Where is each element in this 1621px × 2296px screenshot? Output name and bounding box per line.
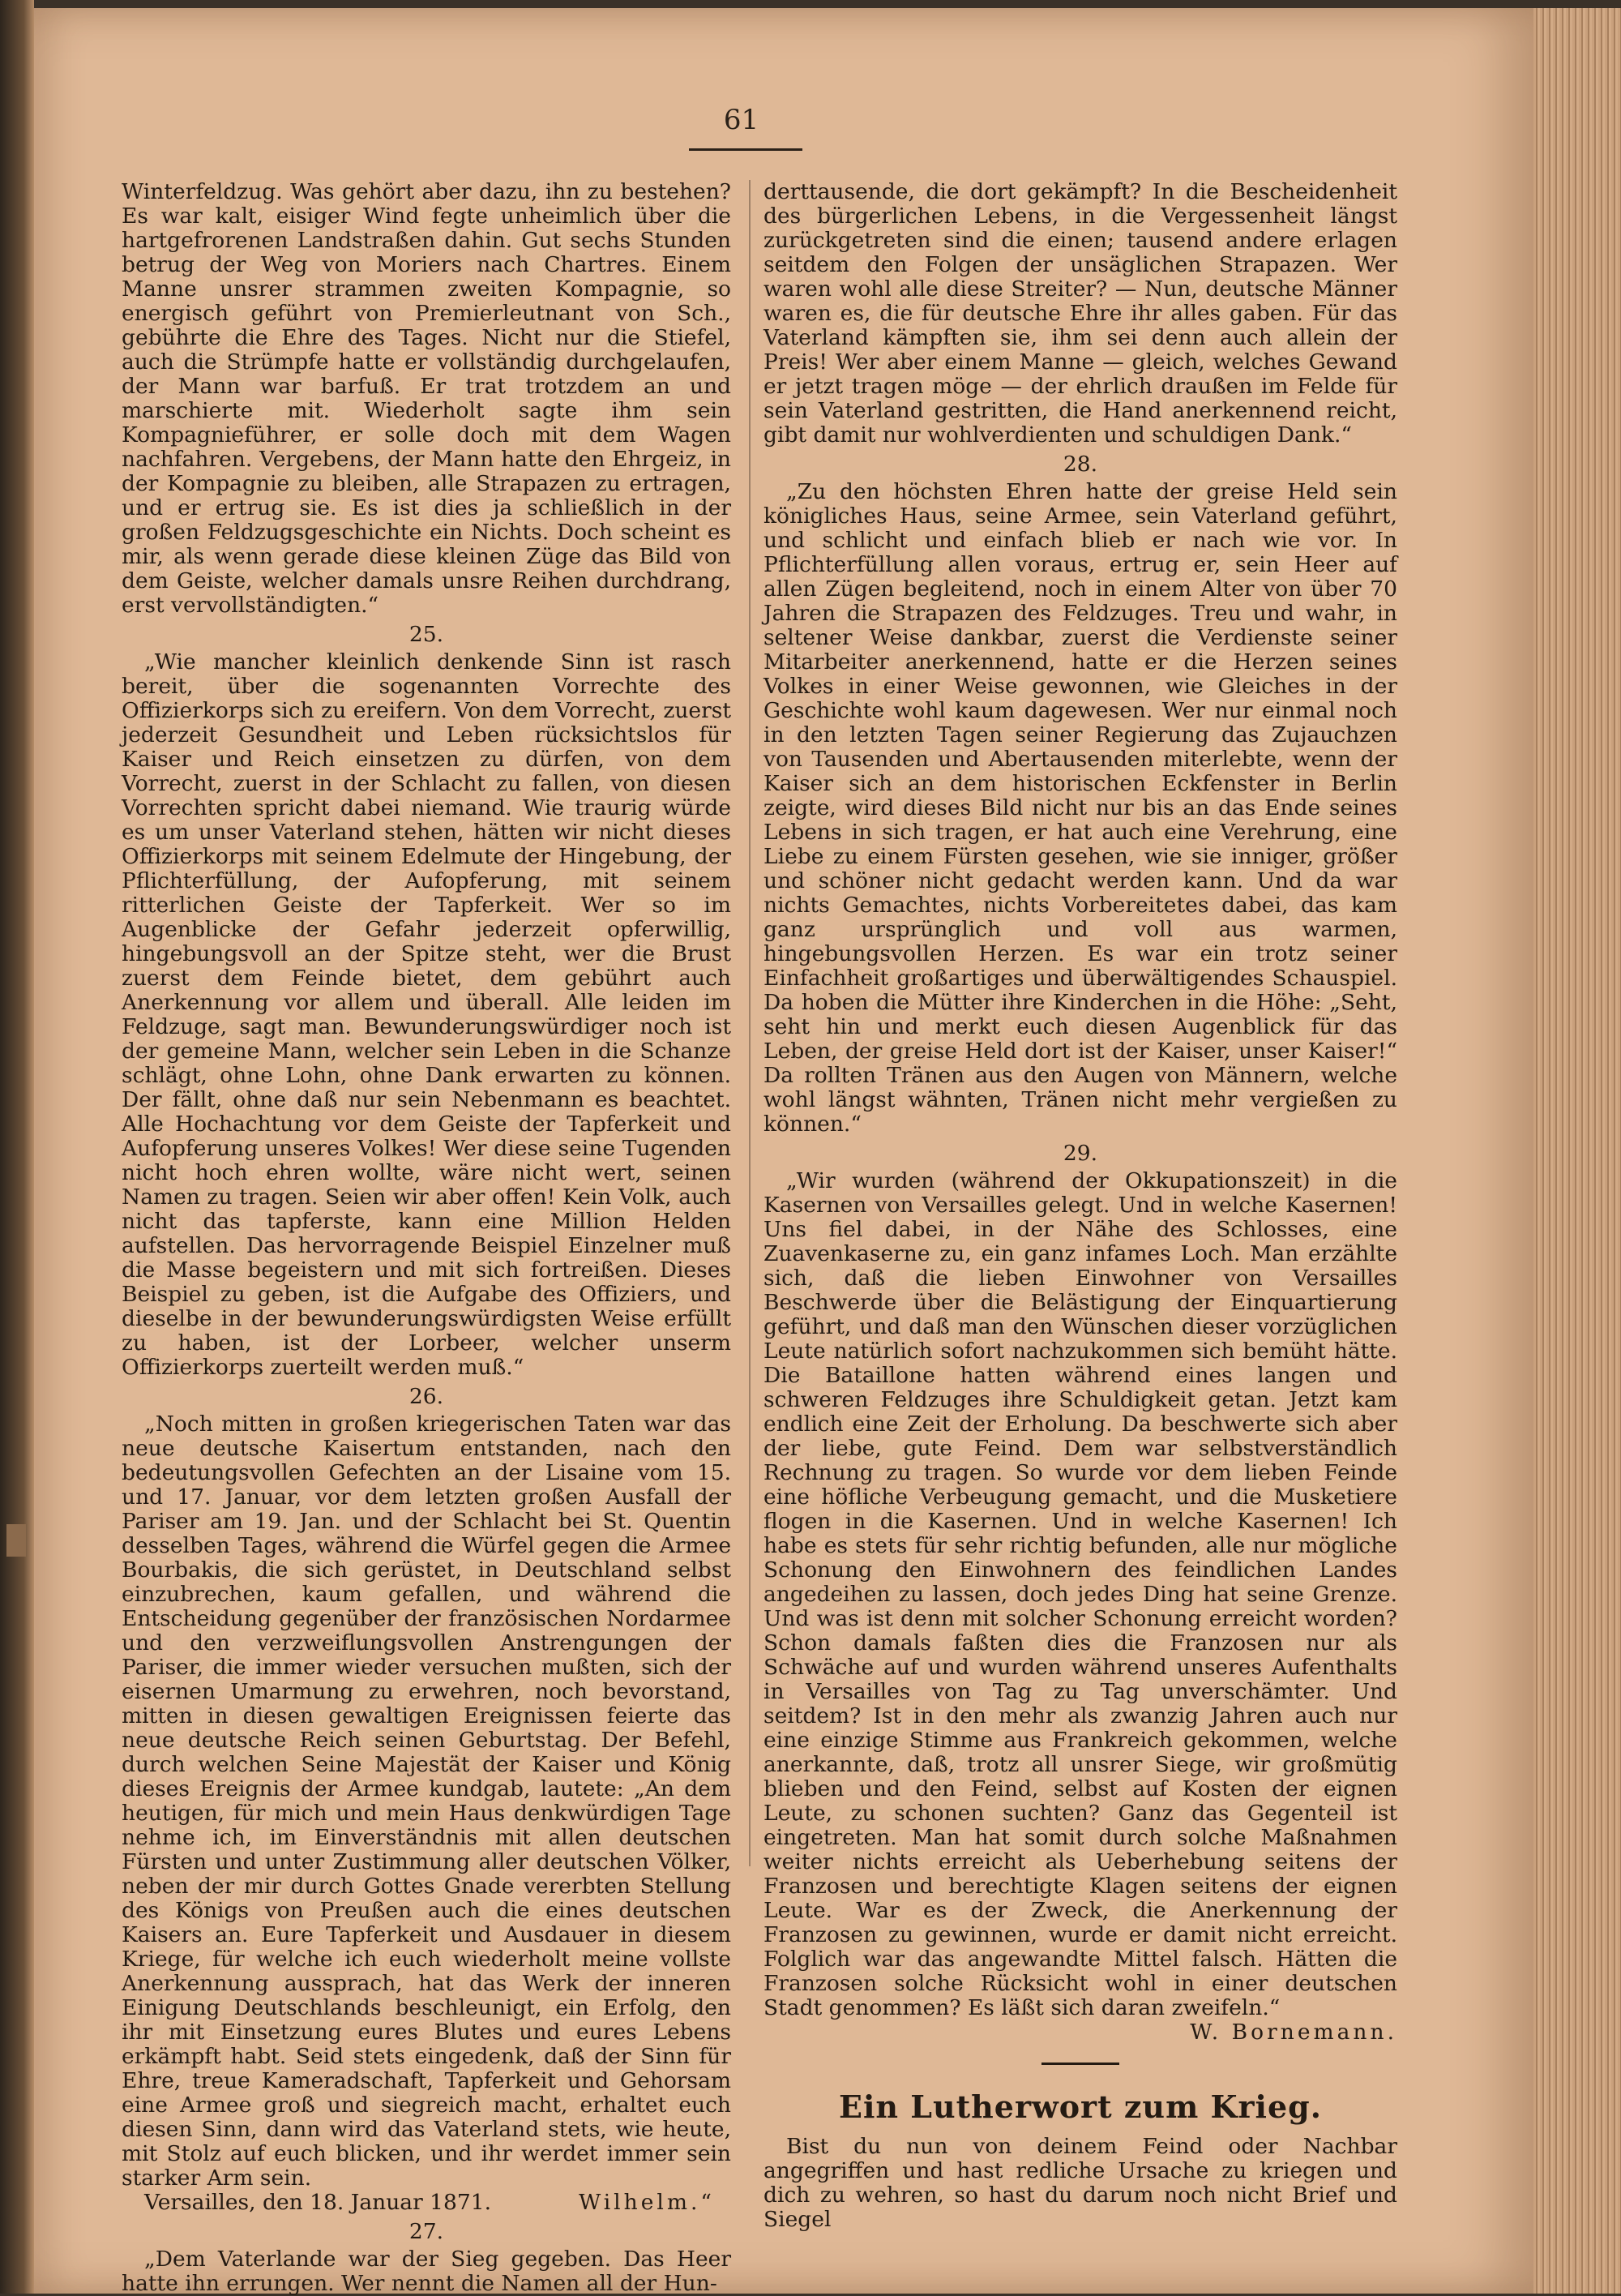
paragraph-27-continued: derttausende, die dort gekämpft? In die Bescheidenheit des bürgerlichen Lebens, in die Vergessenheit längst zurückgetreten sind die einen; tausend andere erlagen seitdem den Folgen der unsäglichen Strapazen. Wer waren wohl alle diese Streiter? — Nun, deutsche Männer waren es, die für deutsche Ehre ihr alles gaben. Für das Vaterland kämpften sie, ihm sei denn auch allein der Preis! Wer aber einem Manne — gleich, welches Gewand er jetzt tragen möge — der ehrlich draußen im Felde für sein Vaterland gestritten, die Hand anerkennend reicht, gibt damit nur wohlverdienten und schuldigen Dank.“ — [763, 179, 1397, 448]
section-separator — [1041, 2063, 1119, 2065]
paragraph-29: „Wir wurden (während der Okkupationszeit) in die Kasernen von Versailles gelegt. Und in welche Kasernen! Uns fiel dabei, in der Nähe des Schlosses, eine Zuavenkaserne zu, ein ganz infames Loch. Man erzählte sich, daß die lieben Einwohner von Versailles Beschwerde über die Belästigung der Einquartierung geführt, und daß man den Wünschen dieser vorzüglichen Leute natürlich sofort nachzukommen sich bemüht hätte. Die Bataillone hatten während eines langen und schweren Feldzuges ihre Schuldigkeit getan. Jetzt kam endlich eine Zeit der Erholung. Da beschwerte sich aber der liebe, gute Feind. Dem war selbstverständlich Rechnung zu tragen. So wurde vor dem lieben Feinde eine höfliche Verbeugung gemacht, und die Musketiere flogen in die Kasernen. Und in welche Kasernen! Ich habe es stets für sehr richtig befunden, alle nur mögliche Schonung den Einwohnern des feindlichen Landes angedeihen zu lassen, doch jedes Ding hat seine Grenze. Und was ist denn mit solcher Schonung erreicht worden? Schon damals faßten dies die Franzosen nur als Schwäche auf und wurden während unseres Aufenthalts in Versailles von Tag zu Tag unverschämter. Und seitdem? Ist in den mehr als zwanzig Jahren auch nur eine einzige Stimme aus Frankreich gekommen, welche anerkannte, daß, trotz all unsrer Siege, wir großmütig blieben und den Feind, selbst auf Kosten der eignen Leute, zu schonen suchten? Ganz das Gegenteil ist eingetreten. Man hat somit durch solche Maßnahmen weiter nichts erreicht als Ueberhebung seitens der Franzosen und berechtigte Klagen seitens der eignen Leute. War es der Zweck, die Anerkennung der Franzosen zu gewinnen, wurde er damit nicht erreicht. Folglich war das angewandte Mittel falsch. Hätten die Franzosen solche Rücksicht wohl in einer deutschen Stadt genommen? Es läßt sich daran zweifeln.“ — [763, 1168, 1397, 2020]
section-number-26: 26. — [408, 1384, 444, 1409]
article-heading: Ein Lutherwort zum Krieg. — [839, 2088, 1322, 2125]
section-number-27: 27. — [408, 2219, 444, 2244]
paragraph-28: „Zu den höchsten Ehren hatte der greise Held sein königliches Haus, seine Armee, sein Vaterland geführt, und schlicht und einfach blieb er nach wie vor. In Pflichterfüllung allen voraus, ertrug er, sein Heer auf allen Zügen begleitend, noch in einem Alter von über 70 Jahren die Strapazen des Feldzuges. Treu und wahr, in seltener Weise dankbar, zuerst die Verdienste seiner Mitarbeiter anerkennend, hatte er die Herzen seines Volkes in einer Weise gewonnen, wie Gleiches in der Geschichte wohl kaum dagewesen. Wer nur einmal noch in den letzten Tagen seiner Regierung das Zujauchzen von Tausenden und Abertausenden miterlebte, wenn der Kaiser sich an dem historischen Eckfenster in Berlin zeigte, wird dieses Bild nicht nur bis an das Ende seines Lebens in sich tragen, er hat auch eine Verehrung, eine Liebe zu einem Fürsten gesehen, wie sie inniger, größer und schöner nicht gedacht werden kann. Und da war nichts Gemachtes, nichts Vorbereitetes dabei, das kam ganz ursprünglich und voll aus warmen, hingebungsvollen Herzen. Es war ein trotz seiner Einfachheit großartiges und überwältigendes Schauspiel. Da hoben die Mütter ihre Kinderchen in die Höhe: „Seht, seht hin und merkt euch diesen Augenblick für das Leben, der greise Held dort ist der Kaiser, unser Kaiser!“ Da rollten Tränen aus den Augen von Männern, welche wohl längst wähnten, Tränen nicht mehr vergießen zu können.“ — [763, 479, 1397, 1137]
page-stack-edge — [1533, 8, 1621, 2294]
dateline-place: Versailles, den 18. Januar 1871. — [144, 2190, 492, 2215]
book-page — [34, 8, 1533, 2294]
paragraph-intro: Winterfeldzug. Was gehört aber dazu, ihn zu bestehen? Es war kalt, eisiger Wind fegte unheimlich über die hartgefrorenen Landstraßen dahin. Gut sechs Stunden betrug der Weg von Moriers nach Chartres. Einem Manne unsrer strammen zweiten Kompagnie, so energisch geführt von Premierleutnant von Sch., gebührte die Ehre des Tages. Nicht nur die Stiefel, auch die Strümpfe hatte er vollständig durchgelaufen, der Mann war barfuß. Er trat trotzdem an und marschierte mit. Wiederholt sagte ihm sein Kompagnieführer, er solle doch mit dem Wagen nachfahren. Vergebens, der Mann hatte den Ehrgeiz, in der Kompagnie zu bleiben, alle Strapazen zu ertragen, und er ertrug sie. Es ist dies ja schließlich in der großen Feldzugsgeschichte ein Nichts. Doch scheint es mir, als wenn gerade diese kleinen Züge das Bild von dem Geiste, welcher damals unsre Reihen durchdrang, erst vervollständigten.“ — [122, 179, 731, 618]
paragraph-luther: Bist du nun von deinem Feind oder Nachbar angegriffen und hast redliche Ursache zu kriegen und dich zu wehren, so hast du darum noch nicht Brief und Siegel — [763, 2134, 1397, 2232]
author-signature: W. Bornemann. — [1190, 2020, 1397, 2045]
section-number-28: 28. — [1063, 452, 1098, 477]
right-column — [763, 180, 1397, 2255]
left-column — [122, 179, 731, 2296]
dateline-signer: Wilhelm.“ — [578, 2190, 715, 2215]
page-number-rule — [689, 148, 802, 151]
paragraph-27: „Dem Vaterlande war der Sieg gegeben. Das Heer hatte ihn errungen. Wer nennt die Namen all der Hun- — [122, 2247, 731, 2296]
bookmark-tab — [6, 1524, 26, 1557]
section-number-25: 25. — [408, 622, 444, 647]
page-number: 61 — [723, 104, 759, 136]
binding-edge — [0, 0, 34, 2294]
paragraph-26: „Noch mitten in großen kriegerischen Taten war das neue deutsche Kaisertum entstanden, nach den bedeutungsvollen Gefechten an der Lisaine vom 15. und 17. Januar, vor dem letzten großen Ausfall der Pariser am 19. Jan. und der Schlacht bei St. Quentin desselben Tages, während die Würfel gegen die Armee Bourbakis, die sich gerüstet, in Deutschland selbst einzubrechen, kaum gefallen, und während die Entscheidung gegenüber der französischen Nordarmee und den verzweiflungsvollen Anstrengungen der Pariser, die immer wieder versuchen mußten, sich der eisernen Umarmung zu erwehren, noch bevorstand, mitten in diesen gewaltigen Ereignissen feierte das neue deutsche Reich seinen Geburtstag. Der Befehl, durch welchen Seine Majestät der Kaiser und König dieses Ereignis der Armee kundgab, lautete: „An dem heutigen, für mich und mein Haus denkwürdigen Tage nehme ich, im Einverständnis mit allen deutschen Fürsten und unter Zustimmung aller deutschen Völker, neben der mir durch Gottes Gnade vererbten Stellung des Königs von Preußen auch die eines deutschen Kaisers an. Eure Tapferkeit und Ausdauer in diesem Kriege, für welche ich euch wiederholt meine vollste Anerkennung aussprach, hat das Werk der inneren Einigung Deutschlands beschleunigt, ein Erfolg, den ihr mit Einsetzung eures Blutes und eures Lebens erkämpft habt. Seid stets eingedenk, daß der Sinn für Ehre, treue Kameradschaft, Tapferkeit und Gehorsam eine Armee groß und siegreich macht, erhaltet euch diesen Sinn, dann wird das Vaterland stets, wie heute, mit Stolz auf euch blicken, und ihr werdet immer sein starker Arm sein. — [122, 1411, 731, 2191]
dateline — [122, 2191, 731, 2215]
column-divider — [749, 180, 751, 1866]
paragraph-25: „Wie mancher kleinlich denkende Sinn ist rasch bereit, über die sogenannten Vorrechte des Offizierkorps sich zu ereifern. Von dem Vorrecht, zuerst jederzeit Gesundheit und Leben rücksichtslos für Kaiser und Reich einsetzen zu dürfen, von dem Vorrecht, zuerst in der Schlacht zu fallen, von diesen Vorrechten spricht dabei niemand. Wie traurig würde es um unser Vaterland stehen, hätten wir nicht dieses Offizierkorps mit seinem Edelmute der Hingebung, der Pflichterfüllung, der Aufopferung, mit seinem ritterlichen Geiste der Tapferkeit. Wer so im Augenblicke der Gefahr jederzeit opferwillig, hingebungsvoll an der Spitze steht, wer die Brust zuerst dem Feinde bietet, dem gebührt auch Anerkennung vor allem und überall. Alle leiden im Feldzuge, sagt man. Bewunderungswürdiger noch ist der gemeine Mann, welcher sein Leben in die Schanze schlägt, ohne Lohn, ohne Dank erwarten zu können. Der fällt, ohne daß nur sein Nebenmann es beachtet. Alle Hochachtung vor dem Geiste der Tapferkeit und Aufopferung unseres Volkes! Wer diese seine Tugenden nicht hoch ehren wollte, wäre nicht wert, seinen Namen zu tragen. Seien wir aber offen! Kein Volk, auch nicht das tapferste, kann eine Million Helden aufstellen. Das hervorragende Beispiel Einzelner muß die Masse begeistern und mit sich fortreißen. Dieses Beispiel zu geben, ist die Aufgabe des Offiziers, und dieselbe in der bewunderungswürdigsten Weise erfüllt zu haben, ist der Lorbeer, welcher unserm Offizierkorps zuerteilt werden muß.“ — [122, 649, 731, 1380]
section-number-29: 29. — [1063, 1141, 1098, 1166]
